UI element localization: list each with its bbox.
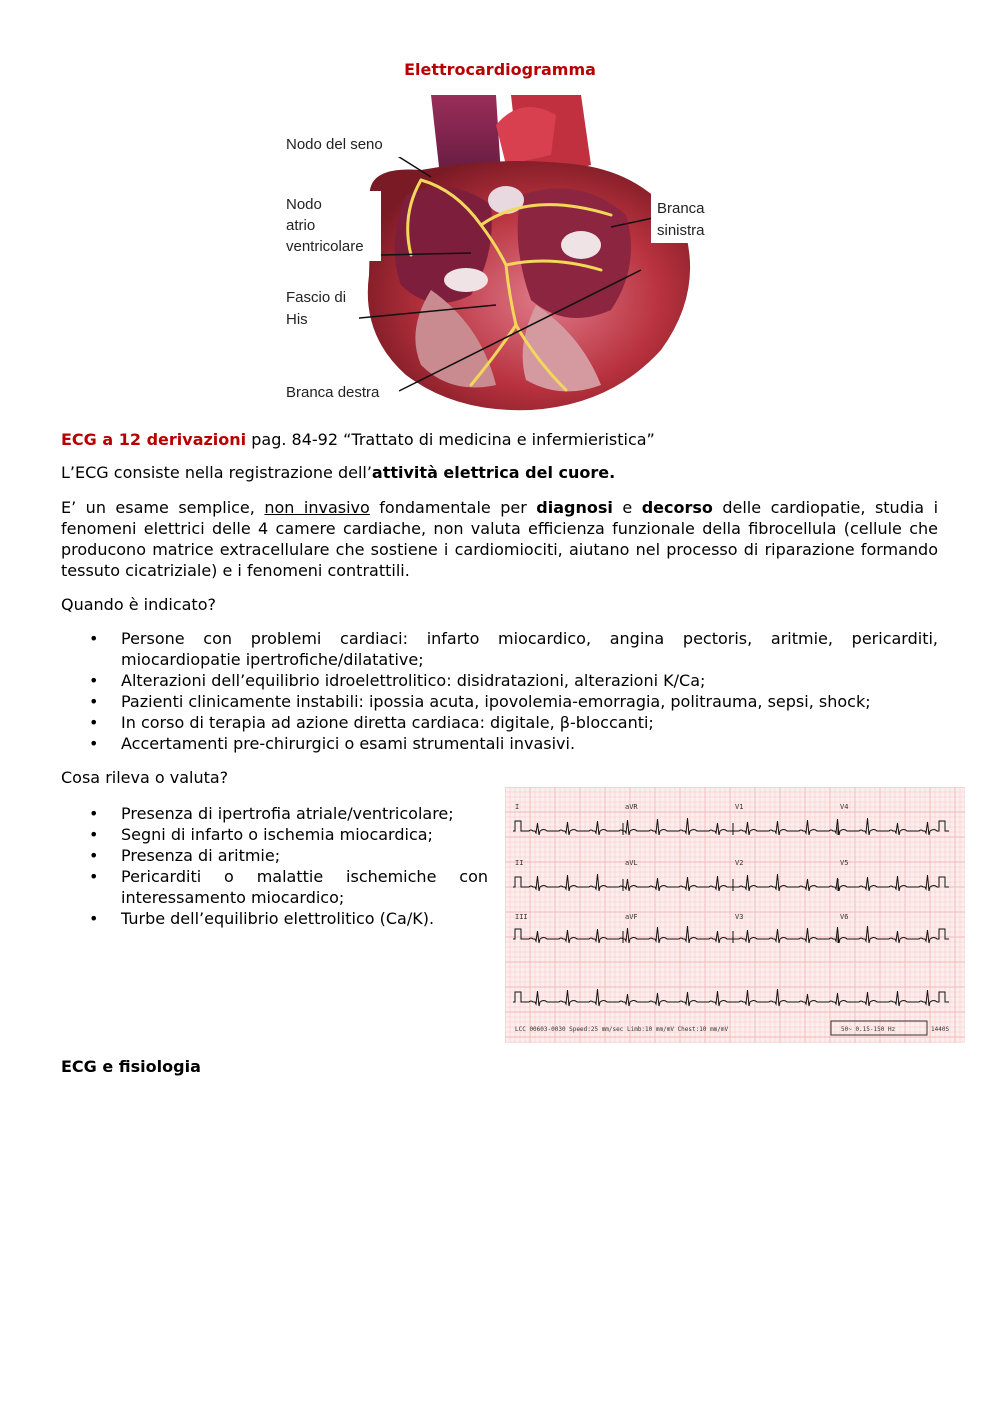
- ecg-lead-label: V6: [840, 913, 849, 921]
- desc-text-1: E’ un esame semplice,: [61, 498, 265, 517]
- label-fascio-2: His: [286, 311, 308, 328]
- evaluates-list: [61, 803, 488, 929]
- intro-paragraph: [61, 462, 938, 483]
- description-paragraph: [61, 497, 938, 581]
- intro-bold: attività elettrica del cuore.: [371, 463, 616, 482]
- ecg-footer-settings: LCC 00603-0030 Speed:25 mm/sec Limb:10 mm/mV Chest:10 mm/mV: [515, 1026, 729, 1033]
- ecg-footer-filter: 50~ 0.15-150 Hz: [841, 1026, 896, 1033]
- desc-bold-diagnosi: diagnosi: [536, 498, 613, 517]
- desc-underline: non invasivo: [264, 498, 370, 517]
- reference-text: pag. 84-92 “Trattato di medicina e infermieristica”: [246, 430, 655, 449]
- heart-conduction-figure: [281, 95, 719, 413]
- ecg-lead-label: V2: [735, 859, 744, 867]
- evaluates-question: Cosa rileva o valuta?: [61, 768, 229, 787]
- list-item: • Accertamenti pre-chirurgici o esami strumentali invasivi.: [89, 734, 576, 753]
- desc-text-3: e: [612, 498, 642, 517]
- ecg-lead-label: II: [515, 859, 524, 867]
- label-nodo-av-3: ventricolare: [286, 238, 364, 255]
- ecg-lead-label: V3: [735, 913, 744, 921]
- list-item: • Presenza di ipertrofia atriale/ventricolare;: [89, 804, 454, 823]
- ecg-lead-label: aVR: [625, 803, 638, 811]
- ecg-lead-label: III: [515, 913, 528, 921]
- document-title: Elettrocardiogramma: [404, 60, 596, 79]
- label-branca-sinistra-2: sinistra: [657, 222, 705, 239]
- list-item: • Pazienti clinicamente instabili: ipossia acuta, ipovolemia-emorragia, politrauma, sepsi, shock;: [89, 692, 871, 711]
- ecg-lead-label: V5: [840, 859, 849, 867]
- desc-text-4: delle cardiopatie, studia i fenomeni elettrici delle 4 camere cardiache, non valuta efficienza funzionale della fibrocellula (cellule che producono matrice extracellulare che sostiene i cardiomiociti, aiutano nel processo di riparazione formando tessuto cicatriziale) e i fenomeni contrattili.: [61, 498, 939, 580]
- list-item: • Persone con problemi cardiaci: infarto miocardico, angina pectoris, aritmie, pericarditi, miocardiopatie ipertrofiche/dilatative;: [89, 629, 938, 669]
- section-heading: ECG a 12 derivazioni: [61, 430, 247, 449]
- label-branca-destra: Branca destra: [286, 384, 380, 401]
- list-item: • Alterazioni dell’equilibrio idroelettrolitico: disidratazioni, alterazioni K/Ca;: [89, 671, 706, 690]
- ecg-lead-label: I: [515, 803, 520, 811]
- indications-list: [61, 628, 938, 754]
- ecg-footer-id: 1440S: [931, 1026, 950, 1033]
- heart-illustration: [281, 95, 719, 413]
- ecg-trace-figure: [505, 787, 965, 1043]
- ecg-lead-label: V1: [735, 803, 744, 811]
- ecg-lead-label: V4: [840, 803, 849, 811]
- section-ecg-fisiologia-heading: ECG e fisiologia: [61, 1057, 201, 1076]
- label-fascio-1: Fascio di: [286, 289, 347, 306]
- section-ecg-12-heading: [61, 429, 938, 450]
- list-item: • Pericarditi o malattie ischemiche con interessamento miocardico;: [89, 867, 488, 907]
- desc-bold-decorso: decorso: [641, 498, 713, 517]
- label-nodo-seno: Nodo del seno: [286, 136, 383, 153]
- list-item: • Presenza di aritmie;: [89, 846, 281, 865]
- ecg-12-lead-trace: [505, 787, 965, 1043]
- label-branca-sinistra-1: Branca: [657, 200, 705, 217]
- ecg-lead-label: aVL: [625, 859, 638, 867]
- intro-text: L’ECG consiste nella registrazione dell’: [61, 463, 372, 482]
- ecg-lead-label: aVF: [625, 913, 638, 921]
- list-item: • Segni di infarto o ischemia miocardica;: [89, 825, 433, 844]
- list-item: • In corso di terapia ad azione diretta cardiaca: digitale, β-bloccanti;: [89, 713, 654, 732]
- label-nodo-av-2: atrio: [286, 217, 316, 234]
- desc-text-2: fondamentale per: [369, 498, 537, 517]
- label-nodo-av-1: Nodo: [286, 196, 322, 213]
- list-item: • Turbe dell’equilibrio elettrolitico (Ca/K).: [89, 909, 435, 928]
- indications-question: Quando è indicato?: [61, 595, 216, 614]
